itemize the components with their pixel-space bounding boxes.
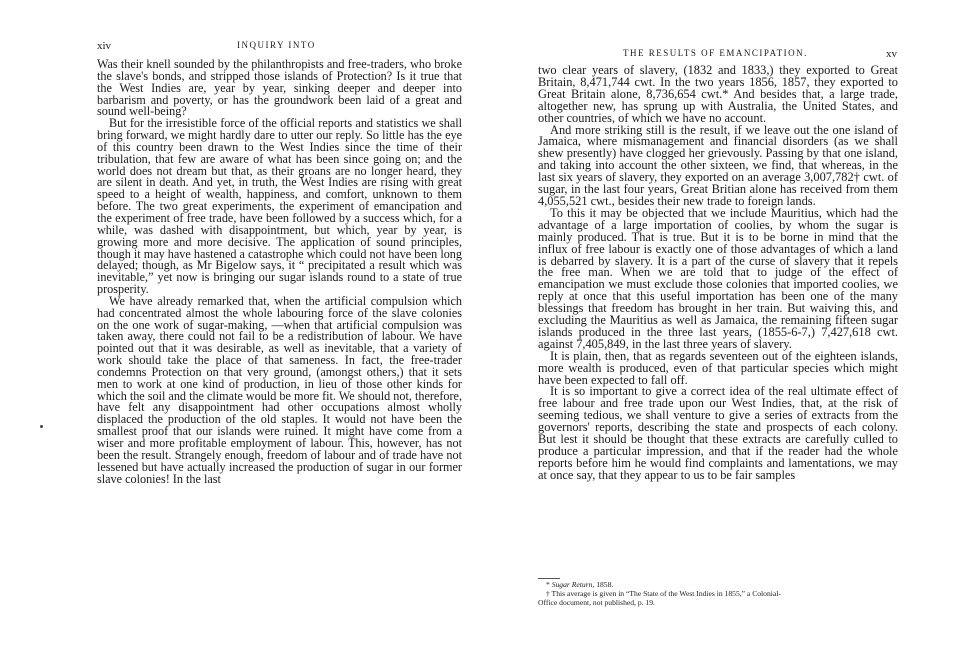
paragraph: It is plain, then, that as regards seventeen out of the eighteen islands, more wealth is produced, even of that particular species which might have been expected to fall off. <box>538 348 898 387</box>
right-running-head: THE RESULTS OF EMANCIPATION. <box>623 48 808 58</box>
paragraph: But for the irresistible force of the official reports and statistics we shall bring forward, we might hardly dare to utter our reply. So little has the eye of this country been drawn to the West Indies since the time of their tribulation, that few are aware of what has been since going on; and the world does not dream but that, as their groans are no longer heard, they are silent in death. And yet, in truth, the West Indies are rising with great speed to a height of wealth, happiness, and comfort, unknown to them before. The two great experiments, the experiment of emancipation and the experiment of free trade, have been followed by a success which, for a while, was dashed with disappointment, but which, year by year, is growing more and more decisive. The application of sound principles, though it may have hastened a catastrophe which could not have been long delayed; though, as Mr Bigelow says, it “ precipitated a result which was inevitable,” yet now is bringing our sugar islands round to a state of true prosperity. <box>97 116 462 297</box>
paragraph: two clear years of slavery, (1832 and 1833,) they exported to Great Britain, 8,471,744 cwt. In the two years 1856, 1857, they exported to Great Britain alone, 8,736,654 cwt.* And besides that, a large trade, altogether new, has sprung up with Australia, the United States, and other countries, of which we have no account. <box>538 63 898 125</box>
paragraph: We have already remarked that, when the artificial compulsion which had concentrated almost the whole labouring force of the slave colonies on the one work of sugar-making, —when that artificial compulsion was taken away, there could not fail to be a redistribution of labour. We have pointed out that it was desirable, as well as inevitable, that a variety of work should take the place of that sameness. In fact, the free-trader condemns Protection on that very ground, (amongst others,) that it sets men to work at one kind of production, in lieu of those other kinds for which the soil and the climate would be more fit. We should not, therefore, have felt any disappointment had other occupations almost wholly displaced the production of the old staples. It would not have been the smallest proof that our islands were ruined. It might have come from a wiser and more profitable employment of labour. This, however, has not been the result. Strangely enough, freedom of labour and of trade have not lessened but have actually increased the production of sugar in our former slave colonies! In the last <box>97 293 462 486</box>
footnote-rule <box>538 578 560 579</box>
footnote: * Sugar Return, 1858. <box>546 580 614 589</box>
paragraph: And more striking still is the result, if we leave out the one island of Jamaica, where mismanagement and financial disorders (as we shall shew presently) have clogged her grievously. Passing by that one island, and taking into account the other sixteen, we find, that whereas, in the last six years of slavery, they exported on an average 3,007,782† cwt. of sugar, in the last four years, Great Britian alone has received from them 4,055,521 cwt., besides their new trade to foreign lands. <box>538 122 898 208</box>
footnote-continuation: Office document, not published, p. 19. <box>538 598 655 607</box>
left-folio: xiv <box>97 40 112 52</box>
paragraph: To this it may be objected that we include Mauritius, which had the advantage of a large importation of coolies, by whom the sugar is mainly produced. That is true. But it is to be borne in mind that the influx of free labour is exactly one of those advantages of which a land is debarred by slavery. It is a part of the curse of slavery that it repels the free man. When we are told that to judge of the effect of emancipation we must exclude those colonies that imported coolies, we reply at once that this useful importation has been one of the many blessings that freedom has brought in her train. But waiving this, and excluding the Mauritius as well as Jamaica, the remaining fifteen sugar islands produced in the three last years, (1855-6-7,) 7,427,618 cwt. against 7,405,849, in the last three years of slavery. <box>538 205 898 351</box>
right-folio: xv <box>886 48 897 60</box>
left-running-head: INQUIRY INTO <box>237 40 316 50</box>
footnote: † This average is given in “The State of the West Indies in 1855,” a Colonial- <box>546 589 781 598</box>
footnotes <box>538 580 898 607</box>
paragraph: It is so important to give a correct idea of the real ultimate effect of free labour and free trade upon our West Indies, that, at the risk of seeming tedious, we shall venture to give a series of extracts from the governors' reports, describing the state and prospects of each colony. But lest it should be thought that these extracts are carefully culled to produce a particular impression, and that if the reader had the whole reports before him he would find complaints and lamentations, we may at once say, that they appear to us to be fair samples <box>538 384 898 482</box>
left-page <box>0 0 480 654</box>
left-body-text <box>97 59 462 485</box>
right-body-text <box>538 65 898 482</box>
paragraph: Was their knell sounded by the philanthropists and free-traders, who broke the slave's bonds, and stripped those islands of Protection? Is it true that the West Indies are, year by year, sinking deeper and deeper into barbarism and poverty, or has the groundwork been laid of a great and sound well-being? <box>97 57 462 119</box>
margin-mark <box>40 425 43 428</box>
